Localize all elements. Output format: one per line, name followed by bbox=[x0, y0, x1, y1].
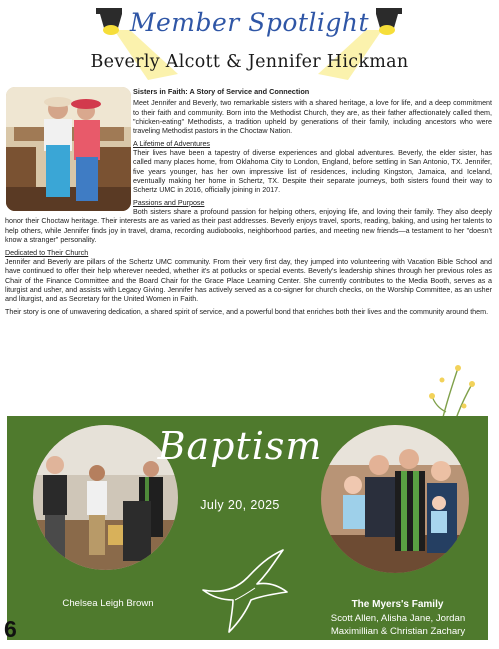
section-title-church: Dedicated to Their Church bbox=[5, 248, 89, 257]
article bbox=[5, 86, 492, 320]
section-body-passions: Both sisters share a profound passion for helping others, enjoying life, and loving their family. They also deeply honor their Choctaw heritage. Their interests are as varied as their past addresses. Beverly enjoys travel, sports, reading, baking, and using her talents to help others, while Jennifer finds joy in travel, drama, recording audiobooks, neighborhood parties, and meeting new friends—a testament to her "doesn't know a stranger" personality. bbox=[5, 208, 492, 245]
page-title: Member Spotlight bbox=[129, 8, 370, 37]
page-number: 6 bbox=[4, 616, 17, 642]
section-title-adventures: A Lifetime of Adventures bbox=[133, 139, 211, 148]
header bbox=[0, 0, 499, 84]
member-names: Beverly Alcott & Jennifer Hickman bbox=[90, 52, 409, 72]
article-heading: Sisters in Faith: A Story of Service and Connection bbox=[133, 87, 310, 96]
section-body-adventures: Their lives have been a tapestry of diverse experiences and global adventures. Beverly, the elder sister, has called many places home, from Oklahoma City to London, England, before settling in San Antonio, TX. Jennifer, five years younger, has her own impressive list of residences, including Kingston, Jamaica, and Iceland, eventually making her home in Schertz, TX. Despite their separate journeys, both sisters found their way to Schertz UMC in 2016, officially joining in 2017. bbox=[133, 149, 492, 195]
right-caption-names-line2: Maximillian & Christian Zachary bbox=[330, 626, 466, 637]
article-intro: Meet Jennifer and Beverly, two remarkable sisters with a shared heritage, a love for life, and a deep commitment to their faith and community. Born into the Methodist Church, they are, as their father affectionately called them, "chicken-eating" Methodists, a tradition upheld by generations of their family, including ancestors who were traveling Methodist pastors in the Choctaw Nation. bbox=[133, 99, 492, 136]
right-caption-names bbox=[312, 612, 484, 638]
left-caption: Chelsea Leigh Brown bbox=[62, 598, 154, 609]
article-closing: Their story is one of unwavering dedication, a shared spirit of service, and a powerful bond that enriches both their lives and the community around them. bbox=[5, 307, 489, 316]
section-body-church: Jennifer and Beverly are pillars of the Schertz UMC community. From their very first day, they jumped into volunteering with Vacation Bible School and have continued to offer their help wherever needed, whether it's at potlucks or special events. Beverly's leadership shines through her previous roles as Chair of the Finance Committee and the Board Chair for the Grace Place Learning Center. She currently contributes to the Media Booth, serves as a liturgist and usher, and assists with Legacy Giving. Jennifer has actively served as a co-signer for church checks, on the Worship Committee, as an usher and liturgist, and as Secretary for the United Women in Faith. bbox=[5, 257, 492, 304]
baptism-title: Baptism bbox=[157, 424, 323, 468]
baptism-date: July 20, 2025 bbox=[200, 498, 280, 512]
right-caption-title: The Myers's Family bbox=[351, 599, 444, 610]
baptism-photo-right bbox=[321, 425, 469, 573]
section-title-passions: Passions and Purpose bbox=[133, 198, 205, 207]
dove-icon bbox=[197, 548, 293, 634]
right-caption-names-line1: Scott Allen, Alisha Jane, Jordan bbox=[330, 613, 466, 624]
